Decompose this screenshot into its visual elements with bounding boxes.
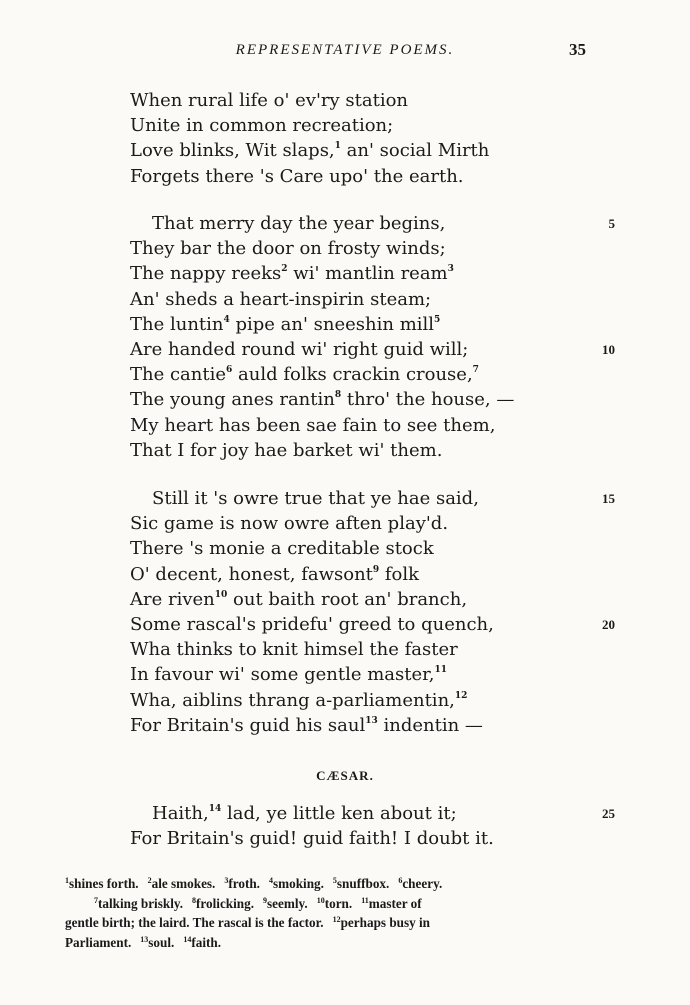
poem-line <box>130 287 615 312</box>
line-text: auld folks crackin crouse, <box>232 364 473 386</box>
footnote-ref: 6 <box>226 365 233 376</box>
poem-line <box>130 536 615 561</box>
footnote-number: 10 <box>316 895 325 905</box>
poem-line <box>130 164 615 189</box>
footnote-ref: 9 <box>372 564 380 575</box>
poem-line <box>130 236 615 261</box>
footnote-text: perhaps busy in <box>340 915 431 930</box>
footnote-item <box>398 876 442 891</box>
running-header: REPRESENTATIVE POEMS. <box>235 42 455 58</box>
poem-line <box>130 362 615 387</box>
line-text: Still it 's owre true that ye hae said, <box>152 488 479 509</box>
footnote-text: froth. <box>228 876 260 891</box>
stanza-2 <box>130 211 615 463</box>
footnote-line <box>65 894 595 914</box>
footnote-line <box>65 913 595 933</box>
footnote-item <box>65 876 139 891</box>
poem-line <box>130 688 615 713</box>
footnote-ref: 7 <box>472 365 479 376</box>
poem-line <box>130 211 615 236</box>
footnote-text: cheery. <box>402 876 443 891</box>
line-text: Are riven <box>130 588 215 610</box>
footnote-item <box>65 935 131 950</box>
footnote-item <box>263 896 308 911</box>
line-number: 20 <box>602 616 615 632</box>
line-text: Wha, aiblins thrang a-parliamentin, <box>130 689 455 711</box>
line-text: For Britain's guid his saul <box>130 714 366 736</box>
line-text: An' sheds a heart-inspirin steam; <box>130 288 432 310</box>
footnote-number: 9 <box>263 895 268 905</box>
poem-line <box>130 312 615 337</box>
footnote-item <box>183 935 221 950</box>
footnote-text: Parliament. <box>65 934 132 950</box>
footnote-ref: 12 <box>454 690 468 701</box>
poem-line <box>130 261 615 286</box>
footnotes <box>65 874 595 952</box>
line-number: 10 <box>602 341 615 357</box>
footnote-number: 14 <box>183 934 192 944</box>
poem-line <box>130 113 615 138</box>
footnote-ref: 2 <box>281 264 288 275</box>
stanza-4 <box>130 801 615 851</box>
footnote-number: 7 <box>94 895 98 905</box>
footnote-text: torn. <box>324 895 353 911</box>
line-text: Forgets there 's Care upo' the earth. <box>130 165 464 187</box>
poem-line <box>130 337 615 362</box>
line-text: Unite in common recreation; <box>130 115 394 137</box>
footnote-item <box>361 896 421 911</box>
line-text: lad, ye little ken about it; <box>221 803 457 824</box>
footnote-number: 1 <box>65 876 69 885</box>
footnote-text: faith. <box>191 934 221 950</box>
line-text: My heart has been sae fain to see them, <box>130 414 496 436</box>
line-text: indentin — <box>377 714 483 736</box>
poem-line <box>130 801 615 826</box>
footnote-item <box>333 876 389 891</box>
footnote-line <box>65 933 595 953</box>
poem-line <box>130 138 615 163</box>
line-text: Are handed round wi' right guid will; <box>130 338 469 360</box>
footnote-text: shines forth. <box>69 876 139 891</box>
line-number: 5 <box>608 216 615 231</box>
footnote-number: 2 <box>147 876 152 885</box>
footnote-ref: 11 <box>434 665 448 676</box>
poem-line <box>130 826 615 851</box>
line-text: Some rascal's pridefu' greed to quench, <box>130 613 494 635</box>
footnote-item <box>317 896 352 911</box>
footnote-text: seemly. <box>267 895 308 911</box>
line-number: 15 <box>602 491 615 506</box>
poem-line <box>130 486 615 511</box>
line-text: That merry day the year begins, <box>152 213 446 234</box>
line-text: When rural life o' ev'ry station <box>130 90 409 111</box>
footnote-text: talking briskly. <box>98 895 184 911</box>
footnote-text: snuffbox. <box>336 876 390 891</box>
footnote-number: 11 <box>361 895 369 905</box>
stanza-1 <box>130 88 615 189</box>
poem-line <box>130 438 615 463</box>
footnote-item <box>148 876 216 891</box>
footnote-item <box>140 935 174 950</box>
footnote-ref: 1 <box>334 141 341 152</box>
poem-line <box>130 662 615 687</box>
footnote-text: gentle birth; the laird. The rascal is the factor. <box>65 915 324 930</box>
line-text: an' social Mirth <box>340 140 490 162</box>
line-text: Haith, <box>152 803 209 824</box>
speaker-heading: CÆSAR. <box>316 768 374 783</box>
footnote-item <box>269 876 324 891</box>
line-text: thro' the house, — <box>341 389 515 411</box>
footnote-item <box>333 915 430 930</box>
footnote-number: 8 <box>192 895 197 905</box>
footnote-ref: 10 <box>214 589 228 600</box>
poem-line <box>130 637 615 662</box>
poem-line <box>130 413 615 438</box>
footnote-ref: 14 <box>208 804 222 814</box>
footnote-number: 3 <box>224 876 229 885</box>
line-text: O' decent, honest, fawsont <box>130 563 373 585</box>
line-text: Sic game is now owre aften play'd. <box>130 513 449 535</box>
line-text: They bar the door on frosty winds; <box>130 238 446 260</box>
line-text: out baith root an' branch, <box>227 588 468 610</box>
footnote-item <box>224 876 260 891</box>
footnote-number: 5 <box>332 876 337 885</box>
footnote-line <box>65 874 595 894</box>
line-text: Wha thinks to knit himsel the faster <box>130 639 458 661</box>
footnote-number: 6 <box>398 876 403 885</box>
line-text: That I for joy hae barket wi' them. <box>130 439 443 461</box>
footnote-text: ale smokes. <box>151 876 216 891</box>
line-text: The luntin <box>130 313 224 335</box>
poem-line <box>130 713 615 738</box>
footnote-ref: 4 <box>223 314 230 325</box>
footnote-text: master of <box>368 895 422 911</box>
line-text: For Britain's guid! guid faith! I doubt it. <box>130 828 494 850</box>
footnote-text: smoking. <box>272 876 324 891</box>
poem-line <box>130 562 615 587</box>
poem-line <box>130 587 615 612</box>
footnote-item <box>94 896 183 911</box>
line-text: In favour wi' some gentle master, <box>130 664 435 686</box>
line-text: wi' mantlin ream <box>287 263 448 285</box>
line-text: Love blinks, Wit slaps, <box>130 140 335 162</box>
footnote-number: 12 <box>332 915 341 924</box>
line-text: folk <box>379 563 420 585</box>
poem-line <box>130 511 615 536</box>
line-text: pipe an' sneeshin mill <box>229 313 435 335</box>
line-text: The nappy reeks <box>130 263 282 285</box>
poem-line <box>130 387 615 412</box>
stanza-3 <box>130 486 615 738</box>
line-text: There 's monie a creditable stock <box>130 538 434 560</box>
footnote-text: frolicking. <box>196 895 255 911</box>
line-number: 25 <box>602 806 615 821</box>
footnote-number: 13 <box>140 934 149 944</box>
poem-line <box>130 88 615 113</box>
poem-line <box>130 612 615 637</box>
line-text: The young anes rantin <box>130 389 335 411</box>
footnote-item <box>65 915 324 930</box>
footnote-ref: 13 <box>365 715 378 726</box>
footnote-ref: 8 <box>334 390 342 401</box>
footnote-ref: 5 <box>434 314 441 325</box>
footnote-text: soul. <box>148 934 175 950</box>
line-text: The cantie <box>130 364 227 386</box>
page-number: 35 <box>569 40 586 59</box>
footnote-ref: 3 <box>447 264 454 275</box>
footnote-item <box>192 896 254 911</box>
footnote-number: 4 <box>268 876 273 885</box>
